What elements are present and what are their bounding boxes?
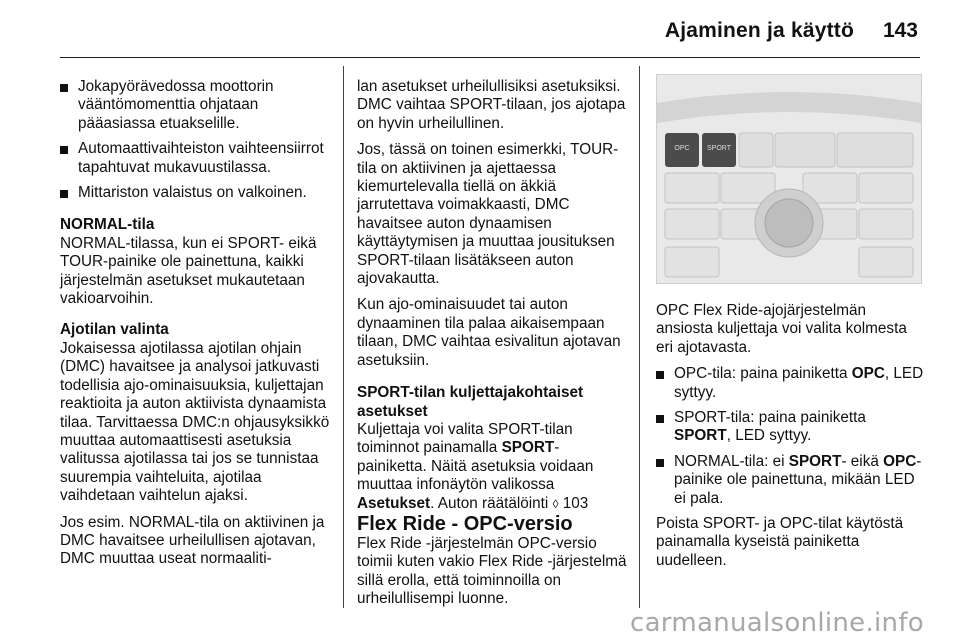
normal-mode-heading: NORMAL-tila — [60, 216, 155, 234]
page-header — [0, 0, 960, 58]
list-item: Jokapyörävedossa moottorin vääntömomenttia ohjataan pääasiassa etuakselille. — [60, 78, 332, 133]
page-reference-link[interactable]: 103 — [562, 494, 589, 512]
example-text: Jos esim. NORMAL-tila on aktiivinen ja DMC havaitsee urheilullisen ajotavan, DMC muuttaa useat normaaliti- — [60, 513, 325, 568]
column-divider-2 — [639, 66, 640, 608]
page-title: Ajaminen ja käyttö — [664, 19, 854, 42]
bullet-square-icon — [60, 146, 68, 154]
bullet-square-icon — [60, 190, 68, 198]
list-item: NORMAL-tila: ei SPORT- eikä OPC-painike ole painettuna, mikään LED ei pala. — [656, 453, 926, 508]
disable-text: Poista SPORT- ja OPC-tilat käytöstä painamalla kyseistä painiketta uudelleen. — [656, 515, 904, 569]
page-number: 143 — [882, 19, 918, 42]
column-2 — [357, 78, 629, 609]
mode-selection-text: Jokaisessa ajotilassa ajotilan ohjain (DMC) havaitsee ja analysoi jatkuvasti todellisia ajo-ominaisuuksia, kuljettajan reaktioita ja auton aktiivista dynaamista tilaa. Tarvittaessa DMC:n ohjausyksikkö muuttaa automaattisesti asetuksia valitussa ajotilassa tai jos se tunnistaa suurempia vaihteluita, ajotilaa vaihdetaan vaihtelun ajaksi. — [60, 339, 330, 505]
sport-settings-heading: SPORT-tilan kuljettajakohtaiset asetukset — [357, 384, 584, 420]
list-item: OPC-tila: paina painiketta OPC, LED syttyy. — [656, 365, 926, 402]
mode-selection-heading: Ajotilan valinta — [60, 321, 169, 339]
watermark: carmanualsonline.info — [629, 608, 924, 638]
sport-button-label: SPORT — [707, 145, 731, 152]
tour-example-text: Jos, tässä on toinen esimerkki, TOUR-tila on aktiivinen ja ajettaessa kiemurtelevalla tiellä on äkkiä jarrutettava voimakkaasti, DMC havaitsee auton dynaamisen käyttäytymisen ja muuttaa jousituksen SPORT-tilaan lisätäkseen auton ajovakautta. — [357, 141, 619, 288]
column-1 — [60, 78, 332, 569]
return-text: Kun ajo-ominaisuudet tai auton dynaaminen tila palaa aikaisempaan tilaan, DMC vaihtaa esivalitun ajotavan asetuksiin. — [357, 296, 621, 369]
flex-ride-heading: Flex Ride - OPC-versio — [357, 512, 573, 535]
normal-mode-text: NORMAL-tilassa, kun ei SPORT- eikä TOUR-painike ole painettuna, kaikki järjestelmän asetukset mukautetaan vakioarvoihin. — [60, 234, 317, 308]
bullet-square-icon — [656, 459, 664, 467]
header-divider — [60, 57, 920, 58]
list-item: Automaattivaihteiston vaihteensiirrot tapahtuvat mukavuustilassa. — [60, 140, 332, 177]
column-divider-1 — [343, 66, 344, 608]
opc-button-label: OPC — [674, 145, 690, 152]
page-reference-icon: ◊ — [552, 496, 559, 511]
continued-text: lan asetukset urheilullisiksi asetuksiksi. DMC vaihtaa SPORT-tilaan, jos ajotapa on hyvin urheilullinen. — [357, 78, 626, 132]
control-panel-photo — [656, 74, 922, 284]
list-item: Mittariston valaistus on valkoinen. — [60, 184, 332, 202]
bullet-square-icon — [60, 84, 68, 92]
column-3 — [656, 74, 926, 570]
flex-ride-text: Flex Ride -järjestelmän OPC-versio toimii kuten vakio Flex Ride -järjestelmä sillä erolla, että toiminnoilla on urheilullisempi luonne. — [357, 534, 627, 608]
bullet-square-icon — [656, 415, 664, 423]
control-panel-illustration — [657, 75, 921, 283]
sport-settings-text: Kuljettaja voi valita SPORT-tilan toiminnot painamalla SPORT-painiketta. Näitä asetuksia voidaan muuttaa infonäytön valikossa Asetukset. Auton räätälöinti ◊ 103 — [357, 420, 594, 512]
bullet-square-icon — [656, 371, 664, 379]
list-item: SPORT-tila: paina painiketta SPORT, LED syttyy. — [656, 409, 926, 446]
opc-intro-text: OPC Flex Ride-ajojärjestelmän ansiosta kuljettaja voi valita kolmesta eri ajotavasta. — [656, 302, 907, 356]
